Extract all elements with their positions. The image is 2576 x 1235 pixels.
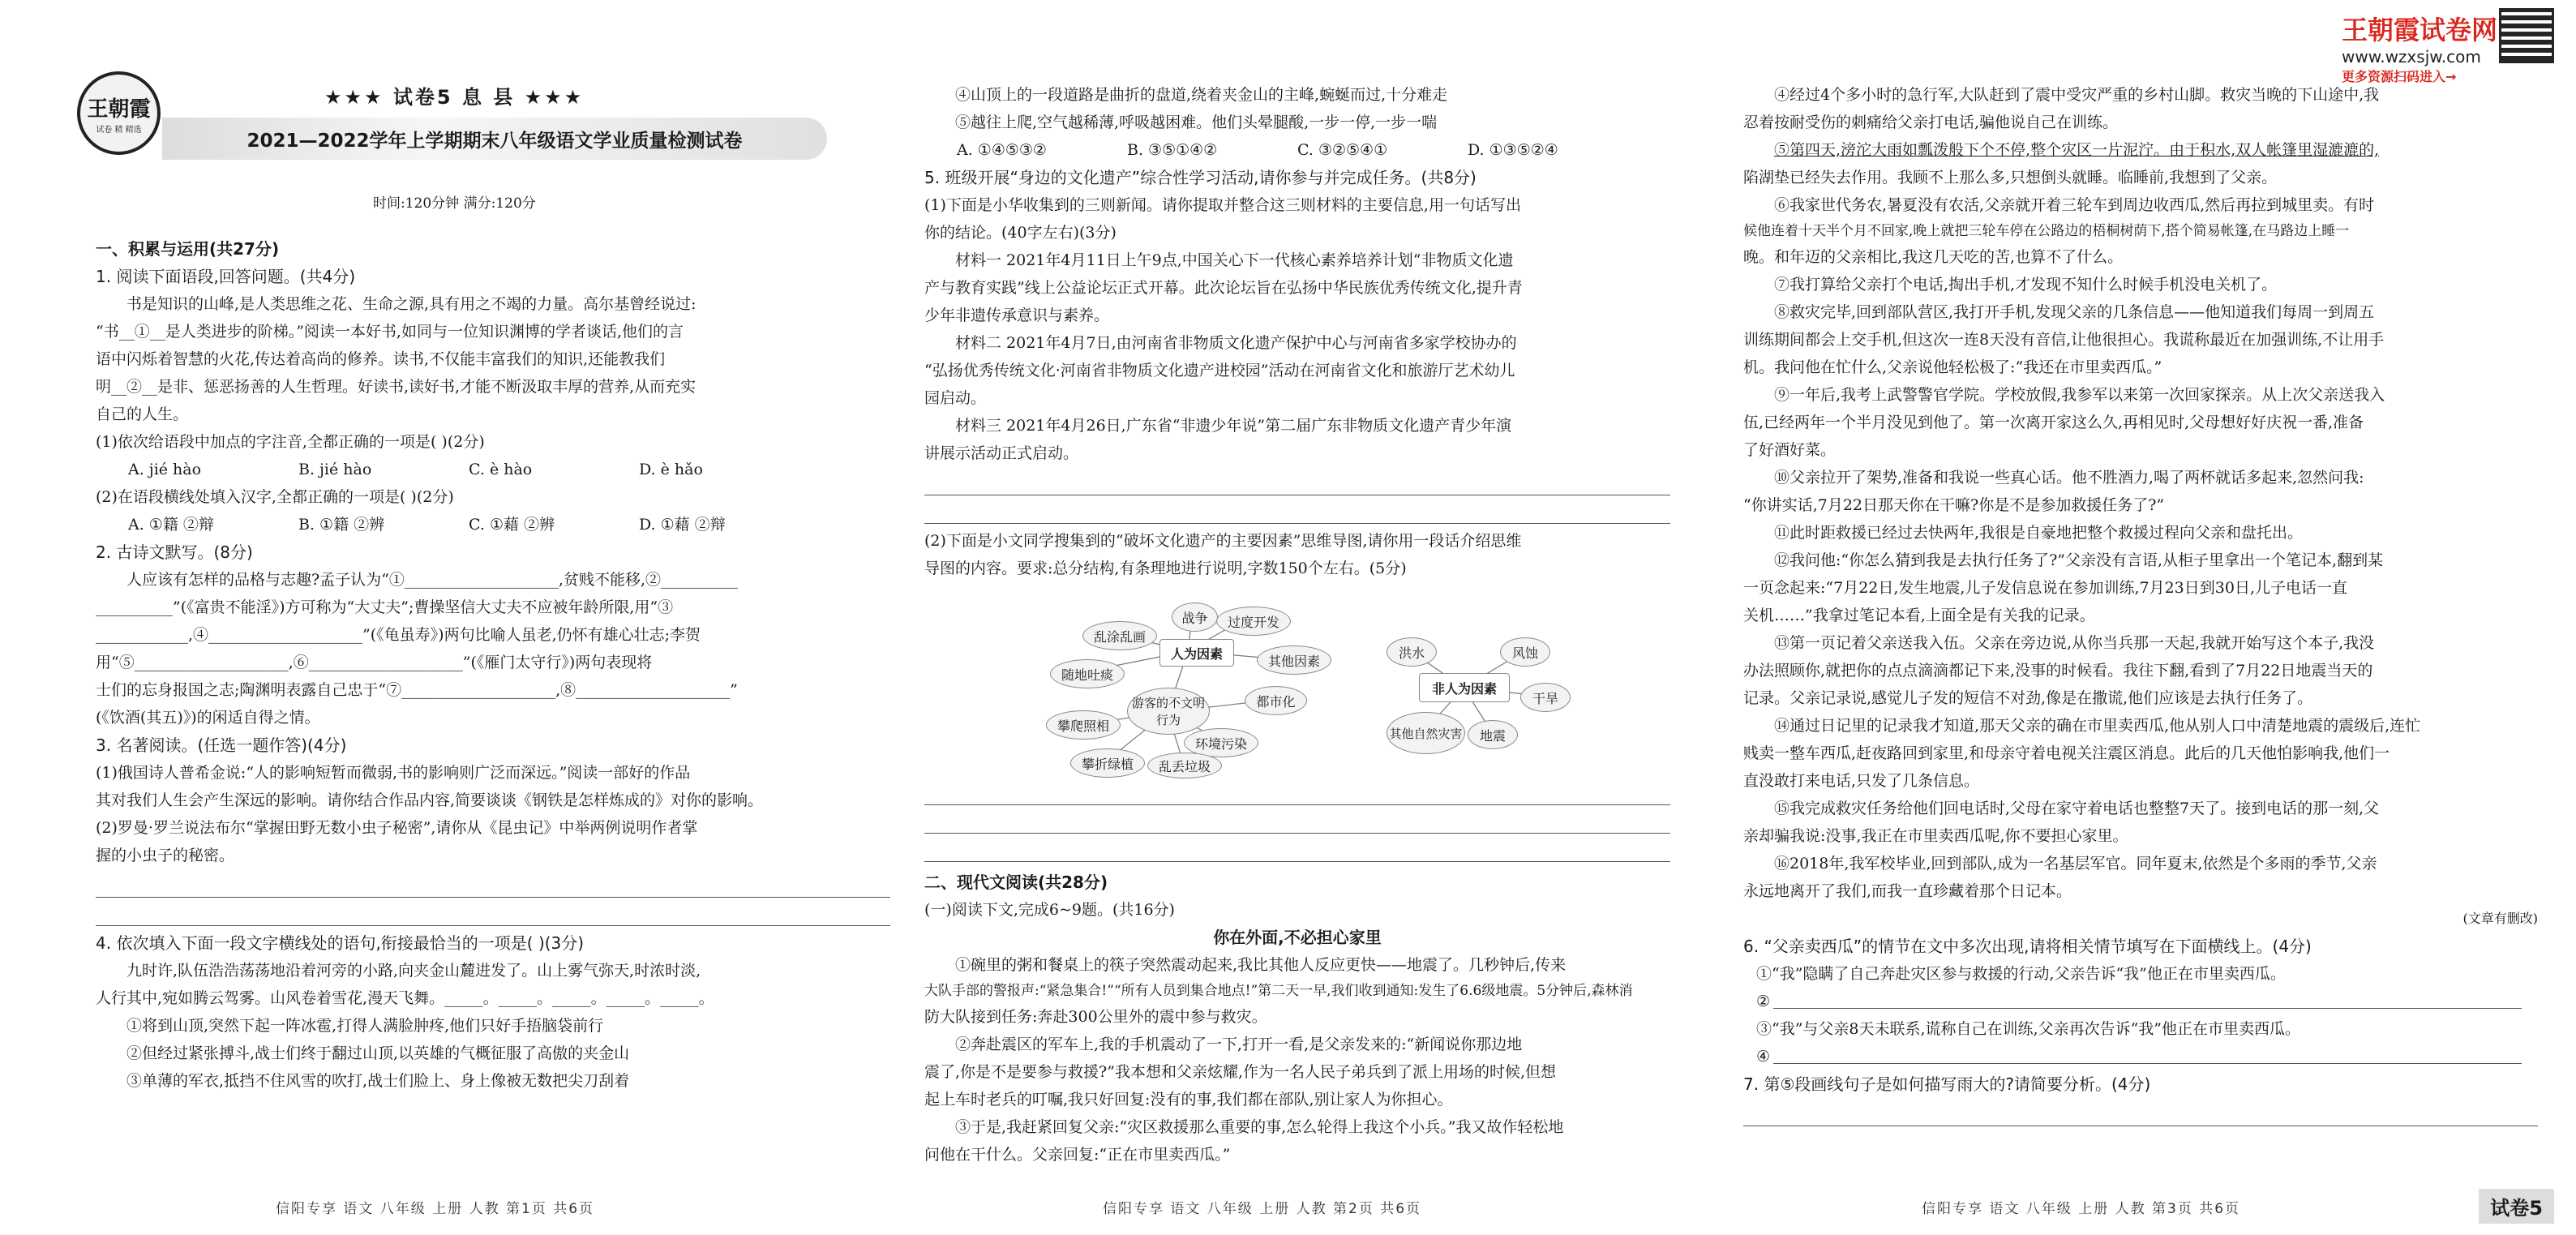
question-2: 2. 古诗文默写。(8分): [96, 542, 253, 562]
answer-line[interactable]: [96, 901, 890, 926]
passage-line-underlined: ⑤第四天,滂沱大雨如瓢泼般下个不停,整个灾区一片泥泞。由于积水,双人帐篷里湿漉漉的,: [1774, 141, 2380, 159]
passage-line: 一页念起来:“7月22日,发生地震,儿子发信息说在参加训练,7月23日到30日,儿子电话一直: [1743, 579, 2347, 597]
passage-line: 直没敢打来电话,只发了几条信息。: [1743, 772, 1980, 790]
answer-line[interactable]: [924, 837, 1670, 862]
question-3: 3. 名著阅读。(任选一题作答)(4分): [96, 735, 347, 755]
q4-line: 九时许,队伍浩浩荡荡地沿着河旁的小路,向夹金山麓进发了。山上雾气弥天,时浓时淡,: [126, 962, 701, 980]
mindmap-center-human: 人为因素: [1159, 639, 1234, 667]
mindmap-node: 都市化: [1245, 686, 1307, 715]
passage-line: ⑭通过日记里的记录我才知道,那天父亲的确在市里卖西瓜,他从别人口中清楚地震的震级后,连忙: [1774, 717, 2421, 735]
q1-passage-line: “书__①__是人类进步的阶梯。”阅读一本好书,如同与一位知识渊博的学者谈话,他们的言: [96, 323, 684, 341]
answer-blank[interactable]: [1773, 988, 2522, 1009]
passage-line: ⑥我家世代务农,暑夏没有农活,父亲就开着三轮车到周边收西瓜,然后再拉到城里卖。有时: [1774, 196, 2375, 214]
passage-line: 起上车时老兵的叮嘱,我只好回复:没有的事,我们都在部队,别让家人为你担心。: [924, 1091, 1453, 1108]
passage-line: ③于是,我赶紧回复父亲:“灾区救援那么重要的事,怎么轮得上我这个小兵。”我又故作轻松地: [955, 1118, 1564, 1136]
option[interactable]: D. ①藉 ②辩: [639, 516, 726, 534]
passage-line: 防大队接到任务:奔赴300公里外的震中参与救灾。: [924, 1008, 1267, 1026]
passage-line: ⑮我完成救灾任务给他们回电话时,父母在家守着电话也整整7天了。接到电话的那一刻,父: [1774, 800, 2380, 817]
material-line: 材料一 2021年4月11日上午9点,中国关心下一代核心素养培养计划“非物质文化遗: [955, 251, 1514, 269]
answer-line[interactable]: [1743, 1101, 2538, 1126]
answer-line[interactable]: [924, 499, 1670, 524]
passage-line: ②奔赴震区的军车上,我的手机震动了一下,打开一看,是父亲发来的:“新闻说你那边地: [955, 1036, 1523, 1053]
q6-item: ①“我”隐瞒了自己奔赴灾区参与救援的行动,父亲告诉“我”他正在市里卖西瓜。: [1756, 965, 2286, 983]
passage-line: 伍,已经两年一个半月没见到他了。第一次离开家这么久,再相见时,父母想好好庆祝一番,准备: [1743, 414, 2364, 431]
question-6: 6. “父亲卖西瓜”的情节在文中多次出现,请将相关情节填写在下面横线上。(4分): [1743, 937, 2312, 956]
q3-line: (1)俄国诗人普希金说:“人的影响短暂而微弱,书的影响则广泛而深远。”阅读一部好的作品: [96, 764, 691, 782]
page-column-3: [1743, 0, 2554, 1235]
mindmap-node: 攀折绿植: [1070, 748, 1145, 778]
passage-line: 办法照顾你,就把你的点点滴滴都记下来,没事的时候看。我往下翻,看到了7月22日地震当天的: [1743, 662, 2373, 680]
q2-line: (《饮酒(其五)》)的闲适自得之情。: [96, 709, 320, 727]
corner-tag-label: 试卷5: [2490, 1197, 2543, 1220]
question-7: 7. 第⑤段画线句子是如何描写雨大的?请简要分析。(4分): [1743, 1074, 2151, 1094]
q4-option-line: ③单薄的军衣,抵挡不住风雪的吹打,战士们脸上、身上像被无数把尖刀刮着: [126, 1072, 630, 1090]
exam-title: 2021—2022学年上学期期末八年级语文学业质量检测试卷: [246, 130, 743, 152]
brand-url[interactable]: www.wzxsjw.com: [2341, 47, 2481, 66]
passage-line: 陷湖垫已经失去作用。我顾不上那么多,只想倒头就睡。临睡前,我想到了父亲。: [1743, 169, 2278, 187]
section-heading-1: 一、积累与运用(共27分): [96, 239, 280, 259]
page-footer: 信阳专享 语文 八年级 上册 人教 第2页 共6页: [1103, 1201, 1422, 1217]
q1-passage-line: 明__②__是非、惩恶扬善的人生哲理。好读书,读好书,才能不断汲取丰厚的营养,从而充实: [96, 378, 697, 396]
qr-code[interactable]: [2499, 8, 2554, 63]
q2-line: 士们的忘身报国之志;陶渊明表露自己忠于“⑦____________________,⑧____________________”: [96, 681, 738, 699]
brand-header: [2342, 10, 2497, 85]
option[interactable]: A. ①④⑤③②: [957, 141, 1047, 159]
q3-line: (2)罗曼·罗兰说法布尔“掌握田野无数小虫子秘密”,请你从《昆虫记》中举两例说明作者掌: [96, 819, 698, 837]
q4-option-line: ②但经过紧张搏斗,战士们终于翻过山顶,以英雄的气概征服了高傲的夹金山: [126, 1044, 630, 1062]
logo-text: 王朝霞: [87, 96, 151, 122]
passage-line: ⑫我问他:“你怎么猜到我是去执行任务了?”父亲没有言语,从柜子里拿出一个笔记本,翻到某: [1774, 551, 2384, 569]
passage-line: ⑧救灾完毕,回到部队营区,我打开手机,发现父亲的几条信息——他知道我们每周一到周五: [1774, 303, 2375, 321]
answer-line[interactable]: [924, 470, 1670, 495]
mindmap-node: 过度开发: [1216, 607, 1291, 636]
passage-line: 震了,你是不是要参与救援?”我本想和父亲炫耀,作为一名人民子弟兵到了派上用场的时候,但想: [924, 1063, 1557, 1081]
mindmap-node: 随地吐痰: [1050, 659, 1125, 688]
option[interactable]: D. ①③⑤②④: [1468, 141, 1558, 159]
passage-line: ⑪此时距救援已经过去快两年,我很是自豪地把整个救援过程向父亲和盘托出。: [1774, 524, 2304, 542]
option[interactable]: C. è hào: [469, 461, 533, 478]
question-4: 4. 依次填入下面一段文字横线处的语句,衔接最恰当的一项是( )(3分): [96, 933, 585, 953]
passage-line: 机。我问他在忙什么,父亲说他轻松极了:“我还在市里卖西瓜。”: [1743, 358, 2162, 376]
col1-body: [96, 235, 890, 1095]
time-score: 时间:120分钟 满分:120分: [373, 195, 536, 212]
passage-line: ⑯2018年,我军校毕业,回到部队,成为一名基层军官。同年夏末,依然是个多雨的季节,父亲: [1774, 855, 2377, 873]
mindmap-node: 地震: [1468, 720, 1518, 749]
page-column-2: [924, 0, 1670, 1235]
option[interactable]: A. jié hào: [128, 461, 202, 478]
option[interactable]: B. jié hào: [298, 461, 372, 478]
q5-line: 导图的内容。要求:总分结构,有条理地进行说明,字数150个左右。(5分): [924, 560, 1407, 577]
passage-line: 了好酒好菜。: [1743, 441, 1837, 459]
q1-sub-1: (1)依次给语段中加点的字注音,全都正确的一项是( )(2分): [96, 433, 485, 451]
mindmap-node: 环境污染: [1184, 728, 1258, 757]
answer-line[interactable]: [96, 873, 890, 898]
passage-line: 候他连着十天半个月不回家,晚上就把三轮车停在公路边的梧桐树荫下,搭个简易帐篷,在马路边上睡一: [1743, 223, 2350, 239]
passage-line: 忍着按耐受伤的刺痛给父亲打电话,骗他说自己在训练。: [1743, 114, 2119, 131]
material-line: 产与教育实践”线上公益论坛正式开幕。此次论坛旨在弘扬中华民族优秀传统文化,提升青: [924, 279, 1523, 297]
q4-option-line: ④山顶上的一段道路是曲折的盘道,绕着夹金山的主峰,蜿蜒而过,十分难走: [955, 86, 1448, 104]
passage-line: 贱卖一整车西瓜,赶夜路回到家里,和母亲守着电视关注震区消息。此后的几天他怕影响我,他们一: [1743, 744, 2390, 762]
col2-body: [924, 81, 1670, 1169]
passage-line: ⑩父亲拉开了架势,准备和我说一些真心话。他不胜酒力,喝了两杯就话多起来,忽然问我:: [1774, 469, 2364, 487]
material-line: 材料三 2021年4月26日,广东省“非遗少年说”第二届广东非物质文化遗产青少年演: [955, 417, 1512, 435]
page-footer: 信阳专享 语文 八年级 上册 人教 第1页 共6页: [276, 1201, 595, 1217]
mindmap-node: 乱涂乱画: [1082, 621, 1157, 650]
passage-line: 训练期间都会上交手机,但这次一连8天没有音信,让他很担心。我谎称最近在加强训练,不让用手: [1743, 331, 2385, 349]
mindmap-node: 攀爬照相: [1046, 710, 1121, 740]
q6-item: [1743, 1043, 2538, 1070]
section-heading-2: 二、现代文阅读(共28分): [924, 873, 1108, 892]
passage-line: 关机……”我拿过笔记本看,上面全是有关我的记录。: [1743, 607, 2095, 624]
answer-line[interactable]: [924, 780, 1670, 805]
question-5: 5. 班级开展“身边的文化遗产”综合性学习活动,请你参与并完成任务。(共8分): [924, 168, 1477, 187]
q1-passage-line: 自己的人生。: [96, 405, 189, 423]
mindmap-node: 战争: [1172, 602, 1218, 632]
q2-line: 人应该有怎样的品格与志趣?孟子认为“①____________________,贫贱不能移,②__________: [126, 571, 738, 589]
passage-line: “你讲实话,7月22日那天你在干嘛?你是不是参加救援任务了?”: [1743, 496, 2165, 514]
option[interactable]: B. ③⑤①④②: [1127, 141, 1218, 159]
mindmap-node: 干旱: [1520, 683, 1571, 712]
page-footer: 信阳专享 语文 八年级 上册 人教 第3页 共6页: [1922, 1201, 2241, 1217]
q5-line: (1)下面是小华收集到的三则新闻。请你提取并整合这三则材料的主要信息,用一句话写出: [924, 196, 1521, 214]
exam-title-banner: [162, 118, 827, 160]
passage-line: 晚。和年迈的父亲相比,我这几天吃的苦,也算不了什么。: [1743, 248, 2124, 266]
passage-line: ⑦我打算给父亲打个电话,掏出手机,才发现不知什么时候手机没电关机了。: [1774, 276, 2278, 294]
logo-subtext: 试卷 精 精选: [96, 125, 142, 135]
q5-line: (2)下面是小文同学搜集到的“破坏文化遗产的主要因素”思维导图,请你用一段话介绍思维: [924, 532, 1522, 550]
q1-sub-2-options: [96, 511, 890, 538]
q6-item-label: ②: [1756, 993, 1771, 1010]
q1-passage-line: 语中闪烁着智慧的火花,传达着高尚的修养。读书,不仅能丰富我们的知识,还能教我们: [96, 350, 666, 368]
passage-line: 亲却骗我说:没事,我正在市里卖西瓜呢,你不要担心家里。: [1743, 827, 2128, 845]
option[interactable]: C. ③②⑤④①: [1297, 141, 1388, 159]
passage-line: 大队手部的警报声:“紧急集合!”“所有人员到集合地点!”第二天一早,我们收到通知:发生了6.6级地震。5分钟后,森林消: [924, 983, 1633, 999]
passage-line: ⑨一年后,我考上武警警官学院。学校放假,我参军以来第一次回家探亲。从上次父亲送我入: [1774, 386, 2385, 404]
answer-blank[interactable]: [1773, 1043, 2522, 1064]
mind-map: [924, 582, 1670, 777]
passage-line: 永远地离开了我们,而我一直珍藏着那个日记本。: [1743, 882, 2072, 900]
material-line: 材料二 2021年4月7日,由河南省非物质文化遗产保护中心与河南省多家学校协办的: [955, 334, 1517, 352]
q4-options: [924, 136, 1670, 164]
mindmap-node: 洪水: [1387, 637, 1437, 667]
q4-option-line: ①将到山顶,突然下起一阵冰雹,打得人满脸肿疼,他们只好手捂脑袋前行: [126, 1017, 604, 1035]
logo-badge: [77, 71, 161, 155]
q1-sub-2: (2)在语段横线处填入汉字,全都正确的一项是( )(2分): [96, 488, 454, 506]
q2-line: ____________,④____________________”(《龟虽寿》)两句比喻人虽老,仍怀有雄心壮志;李贺: [96, 626, 701, 644]
passage-line: 问他在干什么。父亲回复:“正在市里卖西瓜。”: [924, 1146, 1231, 1164]
brand-slogan: 更多资源扫码进入→: [2341, 69, 2457, 84]
mind-map-links: [924, 582, 1670, 777]
q6-item: ③“我”与父亲8天未联系,谎称自己在训练,父亲再次告诉“我”他正在市里卖西瓜。: [1756, 1020, 2301, 1038]
q3-line: 其对我们人生会产生深远的影响。请你结合作品内容,简要谈谈《钢铁是怎样炼成的》对你的影响。: [96, 791, 764, 809]
reading-intro: (一)阅读下文,完成6~9题。(共16分): [924, 901, 1175, 919]
passage-line: ④经过4个多小时的急行军,大队赶到了震中受灾严重的乡村山脚。救灾当晚的下山途中,我: [1774, 86, 2380, 104]
option[interactable]: B. ①籍 ②辨: [298, 516, 385, 534]
material-line: 园启动。: [924, 389, 987, 407]
option[interactable]: D. è hǎo: [639, 461, 703, 478]
mindmap-node: 其他因素: [1257, 645, 1331, 675]
q6-item-label: ④: [1756, 1048, 1771, 1066]
material-line: “弘扬优秀传统文化·河南省非物质文化遗产进校园”活动在河南省文化和旅游厅艺术幼儿: [924, 362, 1515, 380]
option[interactable]: A. ①籍 ②辩: [128, 516, 214, 534]
question-1: 1. 阅读下面语段,回答问题。(共4分): [96, 267, 356, 286]
page-column-1: [81, 0, 892, 1235]
source-note: (文章有删改): [2462, 911, 2538, 926]
material-line: 少年非遗传承意识与素养。: [924, 307, 1110, 324]
q4-option-line: ⑤越往上爬,空气越稀薄,呼吸越困难。他们头晕腿酸,一步一停,一步一喘: [955, 114, 1438, 131]
passage-line: ⑬第一页记着父亲送我入伍。父亲在旁边说,从你当兵那一天起,我就开始写这个本子,我没: [1774, 634, 2375, 652]
q1-sub-1-options: [96, 456, 890, 483]
answer-line[interactable]: [924, 808, 1670, 834]
mindmap-node: 其他自然灾害: [1387, 712, 1465, 754]
passage-line: ①碗里的粥和餐桌上的筷子突然震动起来,我比其他人反应更快——地震了。几秒钟后,传来: [955, 956, 1567, 974]
mindmap-node: 风蚀: [1500, 637, 1550, 667]
mindmap-center-nonhuman: 非人为因素: [1419, 673, 1510, 702]
mindmap-node: 乱丢垃圾: [1147, 753, 1222, 778]
q2-line: __________”(《富贵不能淫》)方可称为“大丈夫”;曹操坚信大丈夫不应被年龄所限,用“③: [96, 598, 674, 616]
passage-line: 记录。父亲记录说,感觉儿子发的短信不对劲,像是在撒谎,他们应该是去执行任务了。: [1743, 689, 2313, 707]
material-line: 讲展示活动正式启动。: [924, 444, 1079, 462]
corner-tag: [2479, 1189, 2554, 1224]
exam-number-banner: ★★★ 试卷5 息 县 ★★★: [324, 86, 585, 109]
q6-item: [1743, 988, 2538, 1015]
option[interactable]: C. ①藉 ②辨: [469, 516, 555, 534]
q2-line: 用“⑤____________________,⑥____________________”(《雁门太守行》)两句表现将: [96, 654, 653, 671]
mindmap-node: 游客的不文明行为: [1127, 688, 1210, 735]
col3-body: [1743, 81, 2538, 1130]
brand-name[interactable]: 王朝霞试卷网: [2341, 15, 2497, 45]
q1-passage-line: 书是知识的山峰,是人类思维之花、生命之源,具有用之不竭的力量。高尔基曾经说过:: [126, 295, 697, 313]
q5-line: 你的结论。(40字左右)(3分): [924, 224, 1117, 242]
q3-line: 握的小虫子的秘密。: [96, 847, 235, 864]
q4-line: 人行其中,宛如腾云驾雾。山风卷着雪花,漫天飞舞。_____。_____。_____。_____。_____。: [96, 989, 714, 1007]
passage-title: 你在外面,不必担心家里: [1213, 928, 1382, 947]
